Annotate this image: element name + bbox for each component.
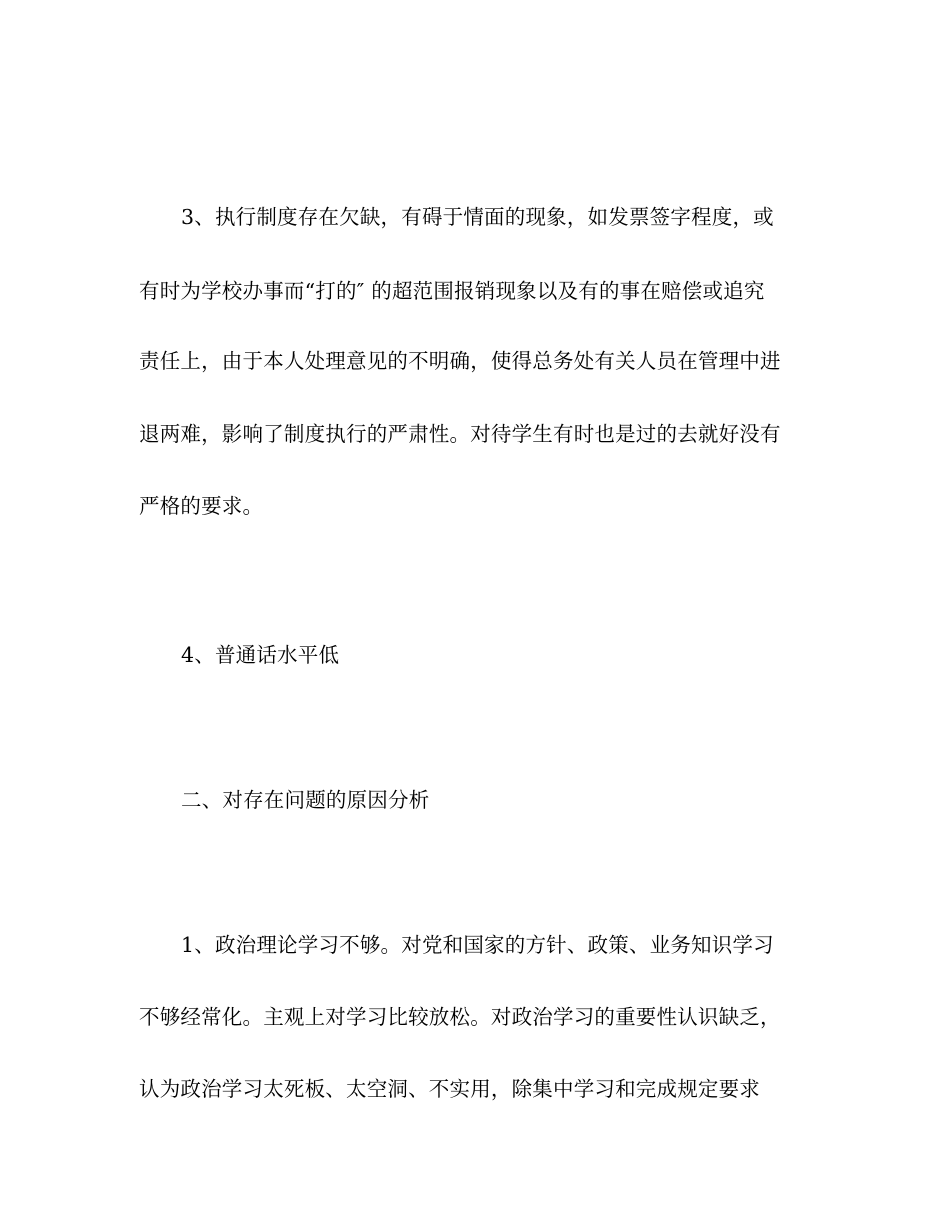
paragraph-line: 不够经常化。主观上对学习比较放松。对政治学习的重要性认识缺乏， <box>139 1005 781 1029</box>
paragraph-line: 退两难，影响了制度执行的严肃性。对待学生有时也是过的去就好没有 <box>139 422 781 446</box>
paragraph-line: 1、政治理论学习不够。对党和国家的方针、政策、业务知识学习 <box>181 933 774 957</box>
paragraph-line: 严格的要求。 <box>139 494 264 518</box>
section-heading-text: 二、对存在问题的原因分析 <box>181 788 430 812</box>
paragraph-line: 认为政治学习太死板、太空洞、不实用，除集中学习和完成规定要求 <box>139 1077 760 1101</box>
paragraph-line: 3、执行制度存在欠缺，有碍于情面的现象，如发票签字程度，或 <box>181 205 774 229</box>
paragraph-line: 责任上，由于本人处理意见的不明确，使得总务处有关人员在管理中进 <box>139 349 781 373</box>
paragraph-line: 4、普通话水平低 <box>181 643 340 667</box>
paragraph-line: 有时为学校办事而“打的″ 的超范围报销现象以及有的事在赔偿或追究 <box>139 279 765 303</box>
